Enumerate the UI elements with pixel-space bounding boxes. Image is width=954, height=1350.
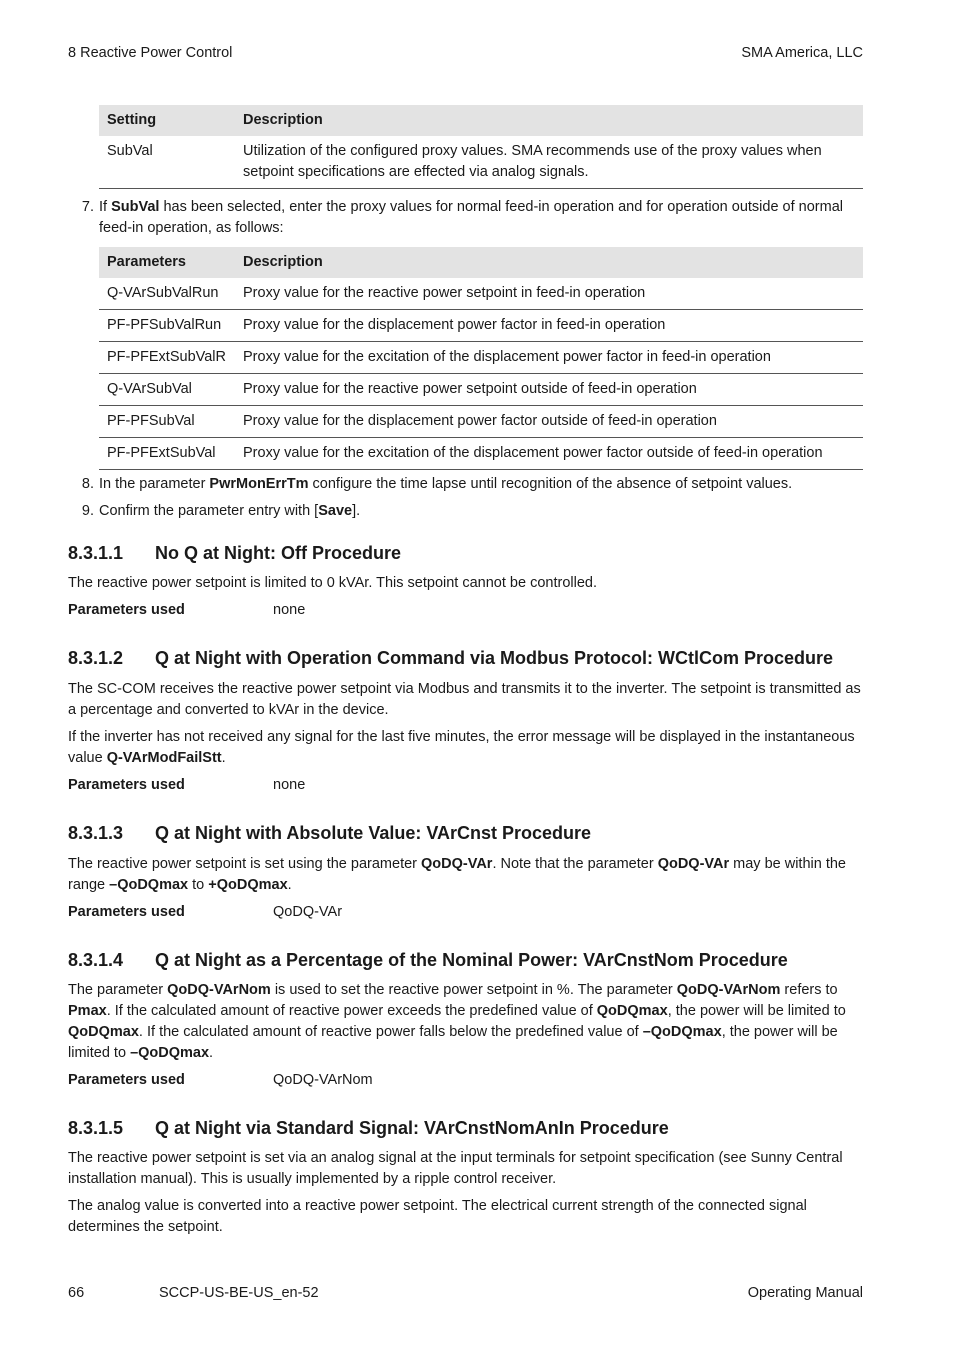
text: to [188,877,209,893]
parameter-name: QoDQ-VArNom [167,982,271,998]
table-row [99,438,863,470]
parameter-name: –QoDQmax [109,877,189,893]
step-text: Confirm the parameter entry with [ [99,503,319,519]
parameters-used-value: QoDQ-VAr [273,904,343,920]
footer-manual-title: Operating Manual [747,1285,863,1301]
parameters-used [68,1070,373,1091]
parameters-used-value: none [273,602,306,618]
parameters-used [68,902,342,923]
parameters-table [99,247,863,470]
text: . [221,750,226,766]
text: The parameter [68,982,168,998]
paragraph [68,727,863,769]
footer-doc-id: SCCP-US-BE-US_en-52 [159,1285,319,1301]
parameter-name: QoDQmax [596,1003,668,1019]
step-7 [68,197,863,239]
paragraph [68,854,863,896]
section-title: Q at Night as a Percentage of the Nominal Power: VArCnstNom Procedure [155,950,788,970]
section-title: Q at Night with Operation Command via Modbus Protocol: WCtlCom Procedure [155,648,834,668]
text: may be within the range [68,856,846,893]
section-number: 8.3.1.2 [68,648,124,668]
text: , the power will be limited to [667,1003,846,1019]
text: . If the calculated amount of reactive power exceeds the predefined value of [106,1003,597,1019]
parameter-name: +QoDQmax [208,877,288,893]
table-cell-param: PF-PFSubVal [99,406,235,438]
section-heading-8-3-1-5 [68,1116,669,1140]
section-number: 8.3.1.3 [68,823,124,843]
table-header-setting: Setting [99,105,235,136]
table-header-description: Description [235,105,863,136]
step-number: 8. [81,476,94,492]
text: . [209,1045,214,1061]
parameters-used-label: Parameters used [68,602,185,618]
section-title: Q at Night via Standard Signal: VArCnstNomAnIn Procedure [155,1118,669,1138]
section-number: 8.3.1.1 [68,543,124,563]
step-text: has been selected, enter the proxy values for normal feed-in operation and for operation outside of normal feed-in operation, as follows: [99,199,843,236]
step-8 [68,474,863,495]
paragraph: The reactive power setpoint is limited to 0 kVAr. This setpoint cannot be controlled. [68,575,597,591]
parameter-name: –QoDQmax [642,1024,722,1040]
section-heading-8-3-1-4 [68,948,788,972]
parameter-name: QoDQ-VAr [421,856,493,872]
table-row [99,406,863,438]
step-9 [68,501,863,522]
table-cell-param: Q-VArSubVal [99,374,235,406]
text: The reactive power setpoint is set using the parameter [68,856,422,872]
table-cell-description: Proxy value for the reactive power setpoint outside of feed-in operation [235,374,863,406]
table-row [99,136,863,189]
table-cell-param: PF-PFExtSubValR [99,342,235,374]
paragraph: The reactive power setpoint is set via an analog signal at the input terminals for setpoint specification (see Sunny Central installation manual). This is usually implemented by a ripple control receiver. [68,1150,843,1187]
parameters-used [68,600,305,621]
table-header-description: Description [235,247,863,278]
header-section-title: 8 Reactive Power Control [68,45,233,61]
section-heading-8-3-1-2 [68,646,833,670]
table-row [99,310,863,342]
table-cell-description: Proxy value for the displacement power factor outside of feed-in operation [235,406,863,438]
table-cell-description: Proxy value for the excitation of the displacement power factor outside of feed-in operation [235,438,863,470]
parameter-name: Pmax [68,1003,107,1019]
parameters-used-label: Parameters used [68,1072,185,1088]
parameters-used-value: none [273,777,306,793]
step-param: SubVal [111,199,160,215]
step-number: 7. [81,199,94,215]
table-header-row [99,105,863,136]
step-button-name: Save [318,503,353,519]
table-cell-description: Proxy value for the excitation of the displacement power factor in feed-in operation [235,342,863,374]
step-param: PwrMonErrTm [209,476,309,492]
table-cell-description: Proxy value for the displacement power factor in feed-in operation [235,310,863,342]
section-heading-8-3-1-3 [68,821,591,845]
table-cell-description: Utilization of the configured proxy values. SMA recommends use of the proxy values when setpoint specifications are effected via analog signals. [235,136,863,189]
text: If the inverter has not received any signal for the last five minutes, the error message will be displayed in the instantaneous value [68,729,855,766]
section-title: Q at Night with Absolute Value: VArCnst Procedure [155,823,592,843]
parameter-name: QoDQ-VArNom [676,982,781,998]
step-text: ]. [352,503,361,519]
footer-page-number: 66 [68,1285,85,1301]
table-row [99,342,863,374]
step-text: In the parameter [99,476,210,492]
parameter-name: QoDQ-VAr [657,856,730,872]
step-text: configure the time lapse until recognition of the absence of setpoint values. [308,476,793,492]
paragraph [68,980,863,1064]
text: refers to [780,982,838,998]
text: is used to set the reactive power setpoint in %. The parameter [270,982,677,998]
parameters-used [68,775,305,796]
parameter-name: QoDQmax [68,1024,139,1040]
parameters-used-label: Parameters used [68,904,185,920]
table-cell-description: Proxy value for the reactive power setpoint in feed-in operation [235,278,863,310]
table-row [99,374,863,406]
section-title: No Q at Night: Off Procedure [155,543,402,563]
table-cell-param: Q-VArSubValRun [99,278,235,310]
parameters-used-label: Parameters used [68,777,185,793]
parameters-used-value: QoDQ-VArNom [273,1072,373,1088]
text: , the power will be limited to [68,1024,838,1061]
table-cell-param: PF-PFSubValRun [99,310,235,342]
paragraph: The analog value is converted into a reactive power setpoint. The electrical current strength of the connected signal determines the setpoint. [68,1198,807,1235]
section-number: 8.3.1.4 [68,950,124,970]
text: . If the calculated amount of reactive power falls below the predefined value of [138,1024,643,1040]
text: . [287,877,292,893]
paragraph: The SC-COM receives the reactive power setpoint via Modbus and transmits it to the inverter. The setpoint is transmitted as a percentage and converted to kVAr in the device. [68,681,861,718]
table-cell-param: PF-PFExtSubVal [99,438,235,470]
section-number: 8.3.1.5 [68,1118,124,1138]
step-number: 9. [81,503,94,519]
table-header-parameters: Parameters [99,247,235,278]
text: . Note that the parameter [492,856,658,872]
table-header-row [99,247,863,278]
parameter-name: Q-VArModFailStt [106,750,222,766]
settings-table [99,105,863,189]
table-row [99,278,863,310]
header-company: SMA America, LLC [741,45,863,61]
parameter-name: –QoDQmax [130,1045,210,1061]
section-heading-8-3-1-1 [68,541,401,565]
table-cell-setting: SubVal [99,136,235,189]
step-text: If [99,199,112,215]
